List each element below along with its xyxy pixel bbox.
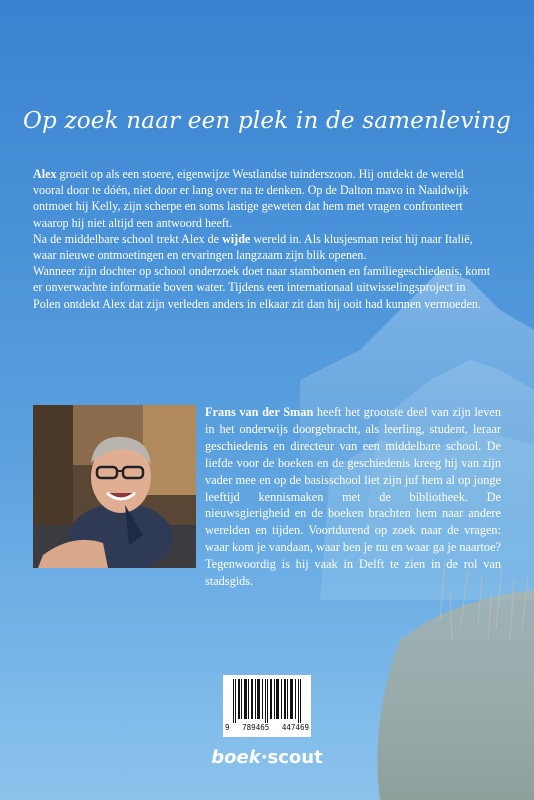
- book-blurb: [33, 166, 495, 312]
- barcode-bars: [229, 679, 305, 723]
- publisher-logo: boek·scout: [211, 747, 323, 768]
- isbn-digits: 9 789465 447469: [225, 723, 309, 732]
- isbn-barcode: [223, 675, 311, 737]
- blurb-paragraph-3: Wanneer zijn dochter op school onderzoek doet naar stambomen en familiegeschiedenis, komt er onverwachte informatie boven water. Tijdens een internationaal uitwisselingsproject in Polen ontdekt Alex dat zijn verleden anders in elkaar zit dan hij ooit had kunnen vermoeden.: [33, 264, 491, 311]
- author-bio: Frans van der Sman heeft het grootste deel van zijn leven in het onderwijs doorgebracht, als leerling, student, leraar geschiedenis en directeur van een middelbare school. De liefde voor de boeken en de geschiedenis kreeg hij van zijn vader mee en op de basisschool liet zijn juf hem al op jonge leeftijd kennismaken met de bibliotheek. De nieuwsgierigheid en de boeken brachten hem naar andere werelden en tijden. Voortdurend op zoek naar de vragen: waar kom je vandaan, waar ben je nu en waar ga je naartoe? Tegenwoordig is hij vaak in Delft te zien in de rol van stadsgids.: [205, 405, 501, 589]
- blurb-paragraph-2: Na de middelbare school trekt Alex de wijde wereld in. Als klusjesman reist hij naar Italië, waar nieuwe ontmoetingen en ervaringen langzaam zijn blik openen.: [33, 231, 473, 263]
- author-name: Frans van der Sman: [205, 405, 314, 419]
- tagline: Op zoek naar een plek in de samenleving: [22, 108, 512, 134]
- protagonist-name: Alex: [33, 167, 57, 181]
- blurb-paragraph-1: Alex groeit op als een stoere, eigenwijze Westlandse tuinderszoon. Hij ontdekt de wereld vooral door te dóén, niet door er lang over na te denken. Op de Dalton mavo in Naaldwijk ontmoet hij Kelly, zijn scherpe en soms lastige geweten dat hem met vragen confronteert waarop hij niet altijd een antwoord heeft.: [33, 167, 469, 230]
- author-photo: [33, 405, 196, 568]
